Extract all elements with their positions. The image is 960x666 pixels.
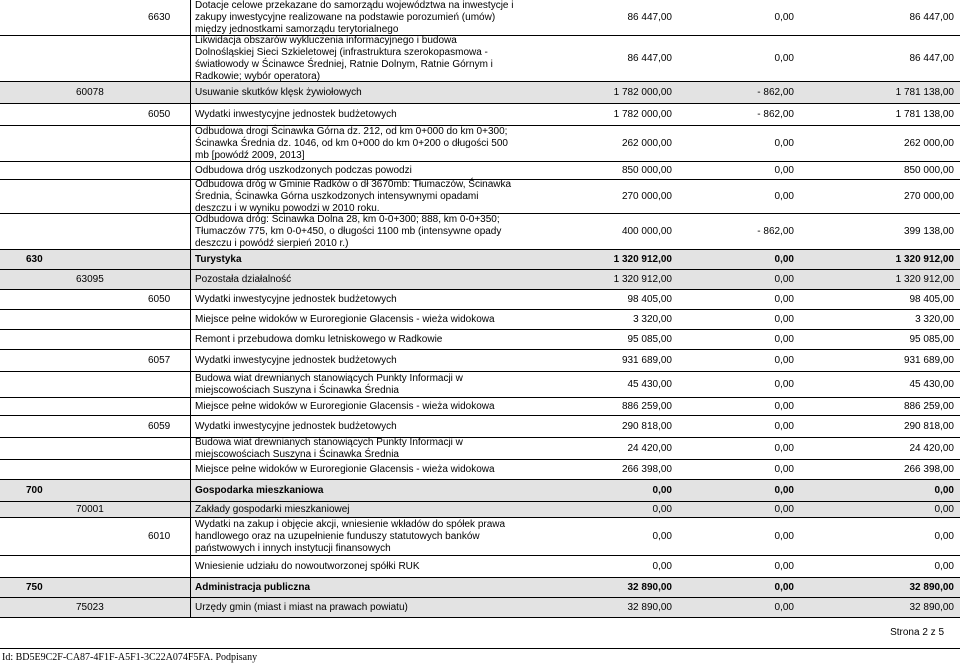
plan-value-cell: 0,00 — [652, 503, 672, 515]
dzial-cell — [4, 460, 60, 479]
footer-divider — [0, 648, 960, 649]
table-row — [0, 214, 960, 250]
paragraf-cell — [116, 36, 190, 81]
paragraf-cell — [116, 180, 190, 213]
paragraf-cell — [116, 214, 190, 249]
rozdzial-cell — [60, 438, 116, 459]
rozdzial-cell: 75023 — [76, 601, 104, 613]
table-row — [0, 398, 960, 416]
after-change-value-cell: 0,00 — [934, 484, 954, 496]
name-cell: Miejsce pełne widoków w Euroregionie Glacensis - wieża widokowa — [190, 460, 518, 479]
plan-value-cell: 1 782 000,00 — [613, 108, 672, 120]
plan-value-cell: 45 430,00 — [627, 378, 672, 390]
plan-value-cell: 0,00 — [652, 530, 672, 542]
plan-value-cell: 850 000,00 — [621, 164, 672, 176]
change-value-cell: 0,00 — [774, 530, 794, 542]
name-cell: Odbudowa drogi Ścinawka Górna dz. 212, od km 0+000 do km 0+300; Ścinawka Średnia dz. 1046, od km 0+000 do km 0+200 o długości 500 mb [powódź 2009, 2013] — [190, 126, 518, 161]
after-change-value-cell: 290 818,00 — [903, 420, 954, 432]
rozdzial-cell — [60, 518, 116, 555]
name-cell: Dotacje celowe przekazane do samorządu województwa na inwestycje i zakupy inwestycyjne realizowane na podstawie porozumień (umów) między jednostkami samorządu terytorialnego — [190, 0, 518, 35]
rozdzial-cell — [60, 180, 116, 213]
paragraf-cell — [116, 310, 190, 329]
change-value-cell: 0,00 — [774, 11, 794, 23]
name-cell: Usuwanie skutków klęsk żywiołowych — [190, 82, 518, 103]
after-change-value-cell: 1 781 138,00 — [895, 86, 954, 98]
table-row — [0, 290, 960, 310]
paragraf-cell — [116, 480, 190, 501]
table-row — [0, 502, 960, 518]
after-change-value-cell: 0,00 — [934, 530, 954, 542]
rozdzial-cell — [60, 310, 116, 329]
after-change-value-cell: 95 085,00 — [909, 333, 954, 345]
paragraf-cell — [116, 82, 190, 103]
after-change-value-cell: 3 320,00 — [915, 313, 954, 325]
document-id: Id: BD5E9C2F-CA87-4F1F-A5F1-3C22A074F5FA. Podpisany — [2, 652, 258, 663]
table-row — [0, 480, 960, 502]
change-value-cell: 0,00 — [774, 442, 794, 454]
change-value-cell: 0,00 — [774, 378, 794, 390]
after-change-value-cell: 886 259,00 — [903, 400, 954, 412]
after-change-value-cell: 98 405,00 — [909, 293, 954, 305]
plan-value-cell: 0,00 — [652, 484, 672, 496]
paragraf-cell: 6057 — [148, 354, 171, 366]
plan-value-cell: 270 000,00 — [621, 190, 672, 202]
change-value-cell: 0,00 — [774, 463, 794, 475]
dzial-cell — [4, 438, 60, 459]
rozdzial-cell — [60, 350, 116, 371]
dzial-cell — [4, 82, 60, 103]
rozdzial-cell: 70001 — [76, 503, 104, 515]
rozdzial-cell: 63095 — [76, 273, 104, 285]
name-cell: Wydatki inwestycyjne jednostek budżetowych — [190, 290, 518, 309]
change-value-cell: 0,00 — [774, 400, 794, 412]
dzial-cell — [4, 372, 60, 397]
paragraf-cell — [116, 270, 190, 289]
paragraf-cell — [116, 598, 190, 617]
paragraf-cell — [116, 438, 190, 459]
change-value-cell: 0,00 — [774, 333, 794, 345]
paragraf-cell — [116, 126, 190, 161]
plan-value-cell: 95 085,00 — [627, 333, 672, 345]
table-row — [0, 372, 960, 398]
plan-value-cell: 290 818,00 — [621, 420, 672, 432]
dzial-cell — [4, 270, 60, 289]
dzial-cell — [4, 180, 60, 213]
plan-value-cell: 0,00 — [652, 560, 672, 572]
after-change-value-cell: 270 000,00 — [903, 190, 954, 202]
plan-value-cell: 86 447,00 — [627, 11, 672, 23]
change-value-cell: 0,00 — [774, 560, 794, 572]
table-row — [0, 104, 960, 126]
rozdzial-cell — [60, 556, 116, 577]
plan-value-cell: 931 689,00 — [621, 354, 672, 366]
rozdzial-cell — [60, 250, 116, 269]
paragraf-cell — [116, 250, 190, 269]
rozdzial-cell — [60, 162, 116, 179]
rozdzial-cell — [60, 416, 116, 437]
dzial-cell — [4, 0, 60, 35]
change-value-cell: 0,00 — [774, 313, 794, 325]
paragraf-cell — [116, 502, 190, 517]
plan-value-cell: 3 320,00 — [633, 313, 672, 325]
change-value-cell: 0,00 — [774, 273, 794, 285]
table-row — [0, 250, 960, 270]
name-cell: Budowa wiat drewnianych stanowiących Punkty Informacji w miejscowościach Suszyna i Ścinawka Średnia — [190, 438, 518, 459]
table-row — [0, 0, 960, 36]
table-row — [0, 460, 960, 480]
change-value-cell: - 862,00 — [757, 108, 794, 120]
name-cell: Pozostała działalność — [190, 270, 518, 289]
table-row — [0, 556, 960, 578]
name-cell: Budowa wiat drewnianych stanowiących Punkty Informacji w miejscowościach Suszyna i Ścinawka Średnia — [190, 372, 518, 397]
paragraf-cell — [116, 162, 190, 179]
change-value-cell: - 862,00 — [757, 86, 794, 98]
dzial-cell — [4, 518, 60, 555]
paragraf-cell: 6010 — [148, 530, 171, 542]
name-cell: Gospodarka mieszkaniowa — [190, 480, 518, 501]
rozdzial-cell — [60, 578, 116, 597]
after-change-value-cell: 0,00 — [934, 560, 954, 572]
name-cell: Likwidacja obszarów wykluczenia informacyjnego i budowa Dolnośląskiej Sieci Szkieletowej (infrastruktura szerokopasmowa - światłowody w Ścinawce Średniej, Ratnie Dolnym, Ratnie Górnym i Radkowie; wybór operatora) — [190, 36, 518, 81]
plan-value-cell: 32 890,00 — [627, 581, 672, 593]
plan-value-cell: 24 420,00 — [627, 442, 672, 454]
table-row — [0, 82, 960, 104]
name-cell: Odbudowa dróg: Ścinawka Dolna 28, km 0-0+300; 888, km 0-0+350; Tłumaczów 775, km 0-0+450, o długości 1100 mb (intensywne opady deszczu i powódź sierpień 2010 r.) — [190, 214, 518, 249]
after-change-value-cell: 32 890,00 — [909, 601, 954, 613]
change-value-cell: 0,00 — [774, 420, 794, 432]
change-value-cell: 0,00 — [774, 503, 794, 515]
change-value-cell: 0,00 — [774, 354, 794, 366]
name-cell: Remont i przebudowa domku letniskowego w Radkowie — [190, 330, 518, 349]
rozdzial-cell — [60, 104, 116, 125]
name-cell: Odbudowa dróg uszkodzonych podczas powodzi — [190, 162, 518, 179]
dzial-cell — [4, 416, 60, 437]
table-row — [0, 270, 960, 290]
rozdzial-cell — [60, 290, 116, 309]
rozdzial-cell — [60, 126, 116, 161]
after-change-value-cell: 24 420,00 — [909, 442, 954, 454]
dzial-cell — [4, 162, 60, 179]
table-row — [0, 180, 960, 214]
rozdzial-cell — [60, 398, 116, 415]
name-cell: Wydatki inwestycyjne jednostek budżetowych — [190, 350, 518, 371]
after-change-value-cell: 86 447,00 — [909, 11, 954, 23]
paragraf-cell: 6050 — [148, 108, 171, 120]
plan-value-cell: 1 782 000,00 — [613, 86, 672, 98]
after-change-value-cell: 1 320 912,00 — [895, 273, 954, 285]
dzial-cell — [4, 502, 60, 517]
table-row — [0, 438, 960, 460]
dzial-cell — [4, 104, 60, 125]
change-value-cell: 0,00 — [774, 190, 794, 202]
change-value-cell: 0,00 — [774, 581, 794, 593]
dzial-cell: 630 — [26, 253, 43, 265]
dzial-cell — [4, 556, 60, 577]
paragraf-cell: 6059 — [148, 420, 171, 432]
after-change-value-cell: 850 000,00 — [903, 164, 954, 176]
table-row — [0, 36, 960, 82]
dzial-cell: 750 — [26, 581, 43, 593]
name-cell: Wydatki na zakup i objęcie akcji, wniesienie wkładów do spółek prawa handlowego oraz na uzupełnienie funduszy statutowych banków państwowych i innych instytucji finansowych — [190, 518, 518, 555]
name-cell: Wydatki inwestycyjne jednostek budżetowych — [190, 104, 518, 125]
change-value-cell: 0,00 — [774, 52, 794, 64]
table-row — [0, 310, 960, 330]
dzial-cell — [4, 598, 60, 617]
name-cell: Wniesienie udziału do nowoutworzonej spółki RUK — [190, 556, 518, 577]
dzial-cell — [4, 36, 60, 81]
change-value-cell: 0,00 — [774, 484, 794, 496]
rozdzial-cell — [60, 330, 116, 349]
paragraf-cell — [116, 578, 190, 597]
rozdzial-cell — [60, 480, 116, 501]
rozdzial-cell — [60, 460, 116, 479]
page-number: Strona 2 z 5 — [890, 627, 944, 638]
plan-value-cell: 262 000,00 — [621, 137, 672, 149]
rozdzial-cell: 60078 — [76, 86, 104, 98]
dzial-cell — [4, 214, 60, 249]
table-row — [0, 598, 960, 618]
change-value-cell: 0,00 — [774, 164, 794, 176]
paragraf-cell: 6050 — [148, 293, 171, 305]
plan-value-cell: 1 320 912,00 — [613, 273, 672, 285]
name-cell: Zakłady gospodarki mieszkaniowej — [190, 502, 518, 517]
dzial-cell — [4, 290, 60, 309]
plan-value-cell: 266 398,00 — [621, 463, 672, 475]
paragraf-cell — [116, 556, 190, 577]
dzial-cell — [4, 398, 60, 415]
dzial-cell — [4, 350, 60, 371]
dzial-cell — [4, 310, 60, 329]
plan-value-cell: 886 259,00 — [621, 400, 672, 412]
after-change-value-cell: 1 781 138,00 — [895, 108, 954, 120]
name-cell: Odbudowa dróg w Gminie Radków o dł 3670mb: Tłumaczów, Ścinawka Średnia, Ścinawka Górna uszkodzonych intensywnymi opadami deszczu i w wyniku powodzi w 2010 roku. — [190, 180, 518, 213]
dzial-cell: 700 — [26, 484, 43, 496]
name-cell: Turystyka — [190, 250, 518, 269]
change-value-cell: 0,00 — [774, 253, 794, 265]
after-change-value-cell: 931 689,00 — [903, 354, 954, 366]
table-row — [0, 330, 960, 350]
rozdzial-cell — [60, 214, 116, 249]
after-change-value-cell: 1 320 912,00 — [895, 253, 954, 265]
change-value-cell: - 862,00 — [757, 225, 794, 237]
table-row — [0, 416, 960, 438]
after-change-value-cell: 399 138,00 — [903, 225, 954, 237]
name-cell: Miejsce pełne widoków w Euroregionie Glacensis - wieża widokowa — [190, 310, 518, 329]
paragraf-cell — [116, 372, 190, 397]
after-change-value-cell: 32 890,00 — [909, 581, 954, 593]
after-change-value-cell: 86 447,00 — [909, 52, 954, 64]
name-cell: Urzędy gmin (miast i miast na prawach powiatu) — [190, 598, 518, 617]
change-value-cell: 0,00 — [774, 137, 794, 149]
name-cell: Miejsce pełne widoków w Euroregionie Glacensis - wieża widokowa — [190, 398, 518, 415]
plan-value-cell: 86 447,00 — [627, 52, 672, 64]
paragraf-cell — [116, 330, 190, 349]
dzial-cell — [4, 330, 60, 349]
after-change-value-cell: 0,00 — [934, 503, 954, 515]
after-change-value-cell: 45 430,00 — [909, 378, 954, 390]
name-cell: Administracja publiczna — [190, 578, 518, 597]
table-row — [0, 126, 960, 162]
table-row — [0, 350, 960, 372]
plan-value-cell: 98 405,00 — [627, 293, 672, 305]
rozdzial-cell — [60, 36, 116, 81]
change-value-cell: 0,00 — [774, 293, 794, 305]
table-row — [0, 162, 960, 180]
table-row — [0, 518, 960, 556]
name-cell: Wydatki inwestycyjne jednostek budżetowych — [190, 416, 518, 437]
plan-value-cell: 32 890,00 — [627, 601, 672, 613]
rozdzial-cell — [60, 372, 116, 397]
rozdzial-cell — [60, 0, 116, 35]
plan-value-cell: 400 000,00 — [621, 225, 672, 237]
change-value-cell: 0,00 — [774, 601, 794, 613]
after-change-value-cell: 262 000,00 — [903, 137, 954, 149]
paragraf-cell — [116, 460, 190, 479]
paragraf-cell: 6630 — [148, 11, 171, 23]
table-row — [0, 578, 960, 598]
plan-value-cell: 1 320 912,00 — [613, 253, 672, 265]
dzial-cell — [4, 126, 60, 161]
paragraf-cell — [116, 398, 190, 415]
after-change-value-cell: 266 398,00 — [903, 463, 954, 475]
